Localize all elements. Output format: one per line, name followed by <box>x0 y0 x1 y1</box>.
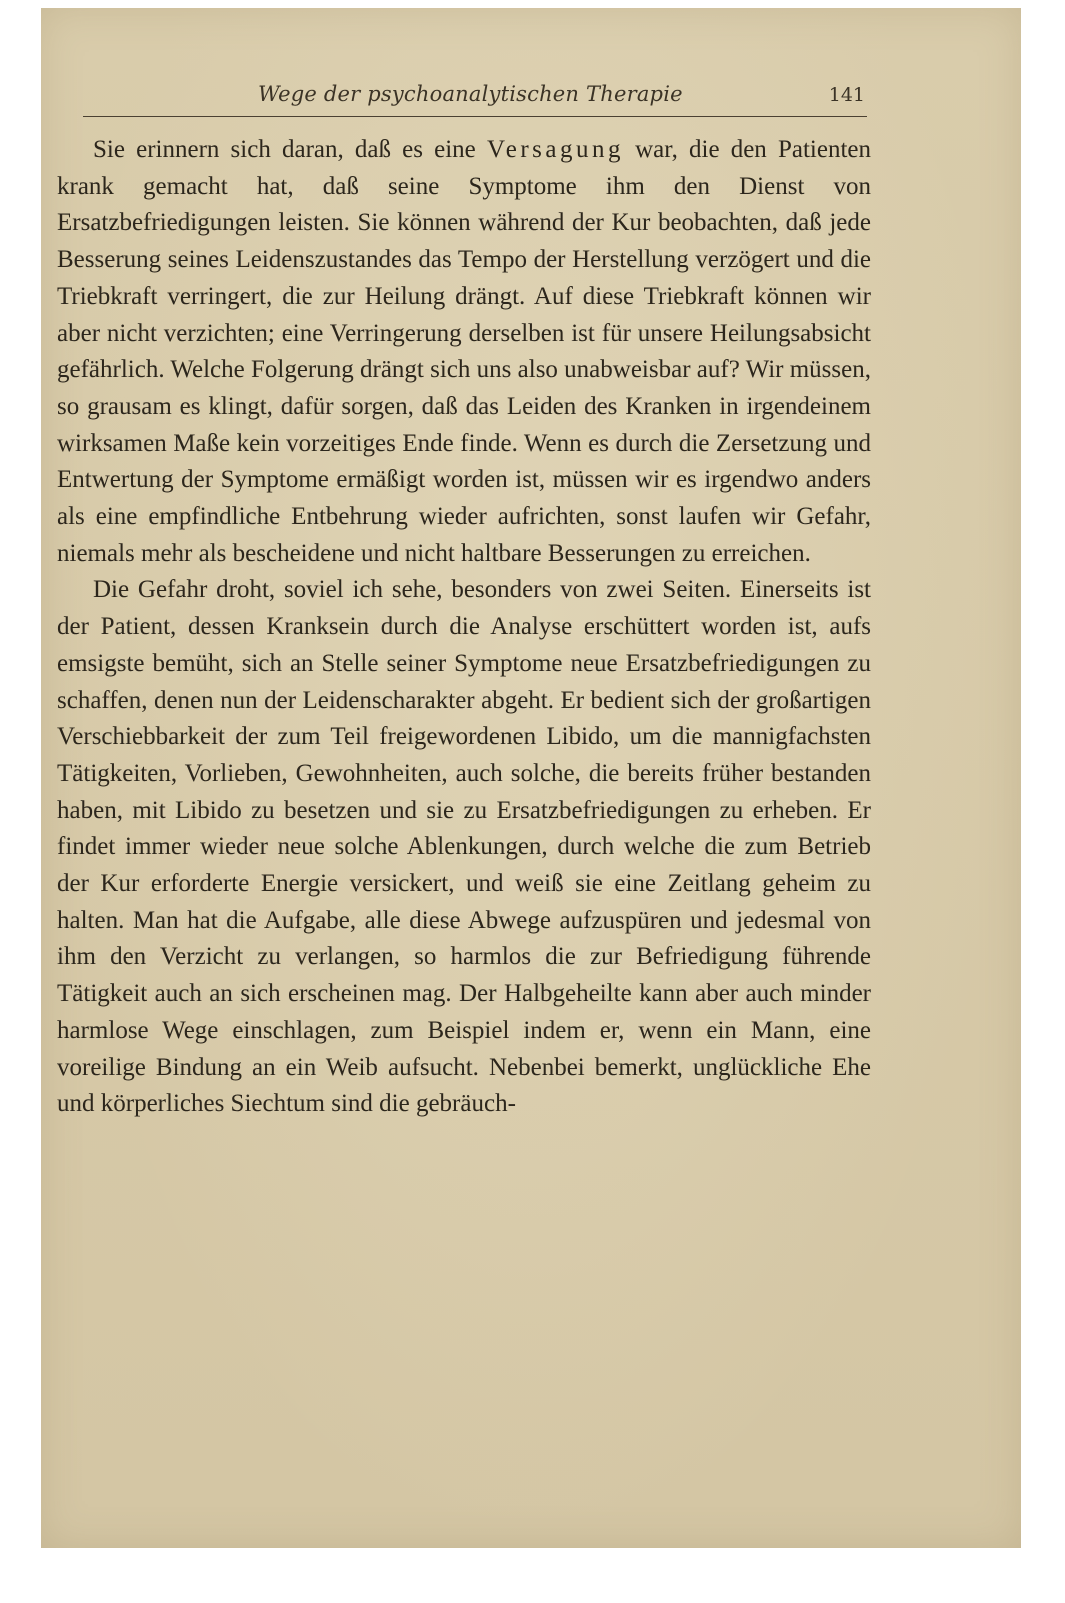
paragraph-2: Die Gefahr droht, soviel ich sehe, besonders von zwei Seiten. Einerseits ist der Patient, dessen Kranksein durch die Analyse erschüttert worden ist, aufs emsigste bemüht, sich an Stelle seiner Symptome neue Ersatzbefriedigungen zu schaffen, denen nun der Leidenscharakter abgeht. Er bedient sich der großartigen Verschiebbarkeit der zum Teil freigewordenen Libido, um die mannigfachsten Tätigkeiten, Vorlieben, Gewohnheiten, auch solche, die bereits früher bestanden haben, mit Libido zu besetzen und sie zu Ersatzbefriedigungen zu erheben. Er findet immer wieder neue solche Ablenkungen, durch welche die zum Betrieb der Kur erforderte Energie versickert, und weiß sie eine Zeitlang geheim zu halten. Man hat die Aufgabe, alle diese Abwege aufzuspüren und jedesmal von ihm den Verzicht zu verlangen, so harmlos die zur Befriedigung führende Tätigkeit auch an sich erscheinen mag. Der Halbgeheilte kann aber auch minder harmlose Wege einschlagen, zum Beispiel indem er, wenn ein Mann, eine voreilige Bindung an ein Weib aufsucht. Nebenbei bemerkt, unglückliche Ehe und körperliches Siechtum sind die gebräuch- <box>57 576 871 1118</box>
body-text <box>57 132 871 1123</box>
paragraph-1-start: Sie erinnern sich daran, daß es eine <box>93 136 487 163</box>
paragraph-1 <box>57 132 871 572</box>
paragraph-1-rest: war, die den Patienten krank gemacht hat, daß seine Symptome ihm den Dienst von Ersatzbefriedigungen leisten. Sie können während der Kur beobachten, daß jede Besserung seines Leidenszustandes das Tempo der Herstellung verzögert und die Triebkraft verringert, die zur Heilung drängt. Auf diese Triebkraft können wir aber nicht verzichten; eine Verringerung derselben ist für unsere Heilungsabsicht gefährlich. Welche Folgerung drängt sich uns also unabweisbar auf? Wir müssen, so grausam es klingt, dafür sorgen, daß das Leiden des Kranken in irgendeinem wirksamen Maße kein vorzeitiges Ende finde. Wenn es durch die Zersetzung und Entwertung der Symptome ermäßigt worden ist, müssen wir es irgendwo anders als eine empfindliche Entbehrung wieder aufrichten, sonst laufen wir Gefahr, niemals mehr als bescheidene und nicht haltbare Besserungen zu erreichen. <box>57 136 871 567</box>
header-rule <box>83 116 867 117</box>
running-title: Wege der psychoanalytischen Therapie <box>258 82 683 106</box>
page-header <box>83 76 867 110</box>
page-number: 141 <box>828 84 865 106</box>
emphasis-versagung: Versagung <box>486 136 624 163</box>
